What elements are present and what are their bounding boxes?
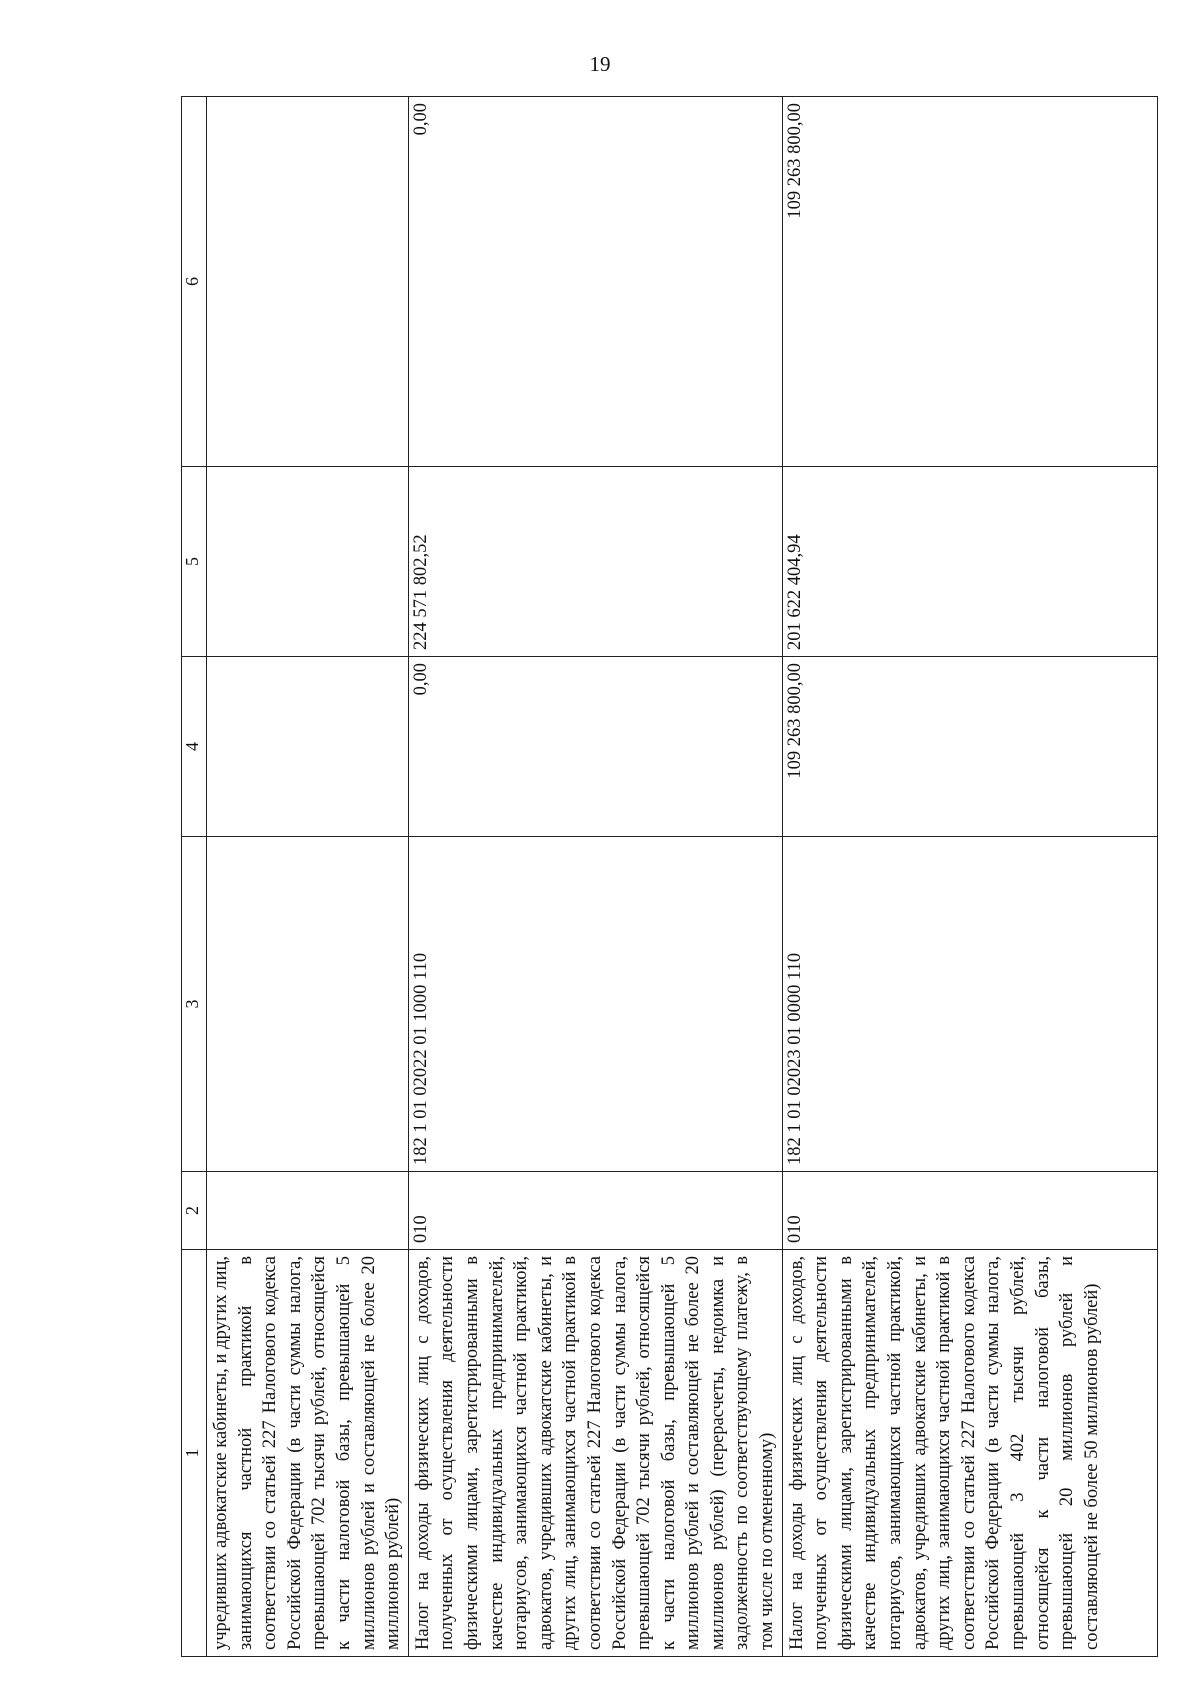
- row-value-col5: 224 571 802,52: [408, 467, 782, 657]
- table-row: [207, 97, 409, 1657]
- table-header-row: [182, 97, 207, 1657]
- header-col-3: 3: [182, 837, 207, 1172]
- row-value-col4: 0,00: [408, 657, 782, 837]
- row-description: Налог на доходы физических лиц с доходов, полученных от осуществления деятельности физическими лицами, зарегистрированными в качестве индивидуальных предпринимателей, нотариусов, занимающихся частной практикой, адвокатов, учредивших адвокатские кабинеты, и других лиц, занимающихся частной практикой в соответствии со статьей 227 Налогового кодекса Российской Федерации (в части суммы налога, превышающей 702 тысячи рублей, относящейся к части налоговой базы, превышающей 5 миллионов рублей и составляющей не более 20 миллионов рублей) (перерасчеты, недоимка и задолженность по соответствующему платежу, в том числе по отмененному): [408, 1250, 782, 1657]
- header-col-4: 4: [182, 657, 207, 837]
- table-row: [782, 97, 1157, 1657]
- header-col-6: 6: [182, 97, 207, 467]
- header-col-5: 5: [182, 467, 207, 657]
- row-value-col6: 109 263 800,00: [782, 97, 1157, 467]
- row-line-code: 010: [408, 1172, 782, 1250]
- rotated-table-container: [181, 97, 1102, 1657]
- header-col-1: 1: [182, 1250, 207, 1657]
- row-value-col5: 201 622 404,94: [782, 467, 1157, 657]
- row-value-col5: [207, 467, 409, 657]
- row-value-col4: [207, 657, 409, 837]
- row-description: учредивших адвокатские кабинеты, и других лиц, занимающихся частной практикой в соответствии со статьей 227 Налогового кодекса Российской Федерации (в части суммы налога, превышающей 702 тысячи рублей, относящейся к части налоговой базы, превышающей 5 миллионов рублей и составляющей не более 20 миллионов рублей): [207, 1250, 409, 1657]
- row-description: Налог на доходы физических лиц с доходов, полученных от осуществления деятельности физическими лицами, зарегистрированными в качестве индивидуальных предпринимателей, нотариусов, занимающихся частной практикой, адвокатов, учредивших адвокатские кабинеты, и других лиц, занимающихся частной практикой в соответствии со статьей 227 Налогового кодекса Российской Федерации (в части суммы налога, превышающей 3 402 тысячи рублей, относящейся к части налоговой базы, превышающей 20 миллионов рублей и составляющей не более 50 миллионов рублей): [782, 1250, 1157, 1657]
- header-col-2: 2: [182, 1172, 207, 1250]
- row-budget-code: 182 1 01 02023 01 0000 110: [782, 837, 1157, 1172]
- row-value-col6: [207, 97, 409, 467]
- row-budget-code: [207, 837, 409, 1172]
- row-budget-code: 182 1 01 02022 01 1000 110: [408, 837, 782, 1172]
- row-line-code: 010: [782, 1172, 1157, 1250]
- row-line-code: [207, 1172, 409, 1250]
- page-number: 19: [589, 52, 611, 76]
- row-value-col4: 109 263 800,00: [782, 657, 1157, 837]
- budget-table: [181, 96, 1158, 1657]
- row-value-col6: 0,00: [408, 97, 782, 467]
- table-row: [408, 97, 782, 1657]
